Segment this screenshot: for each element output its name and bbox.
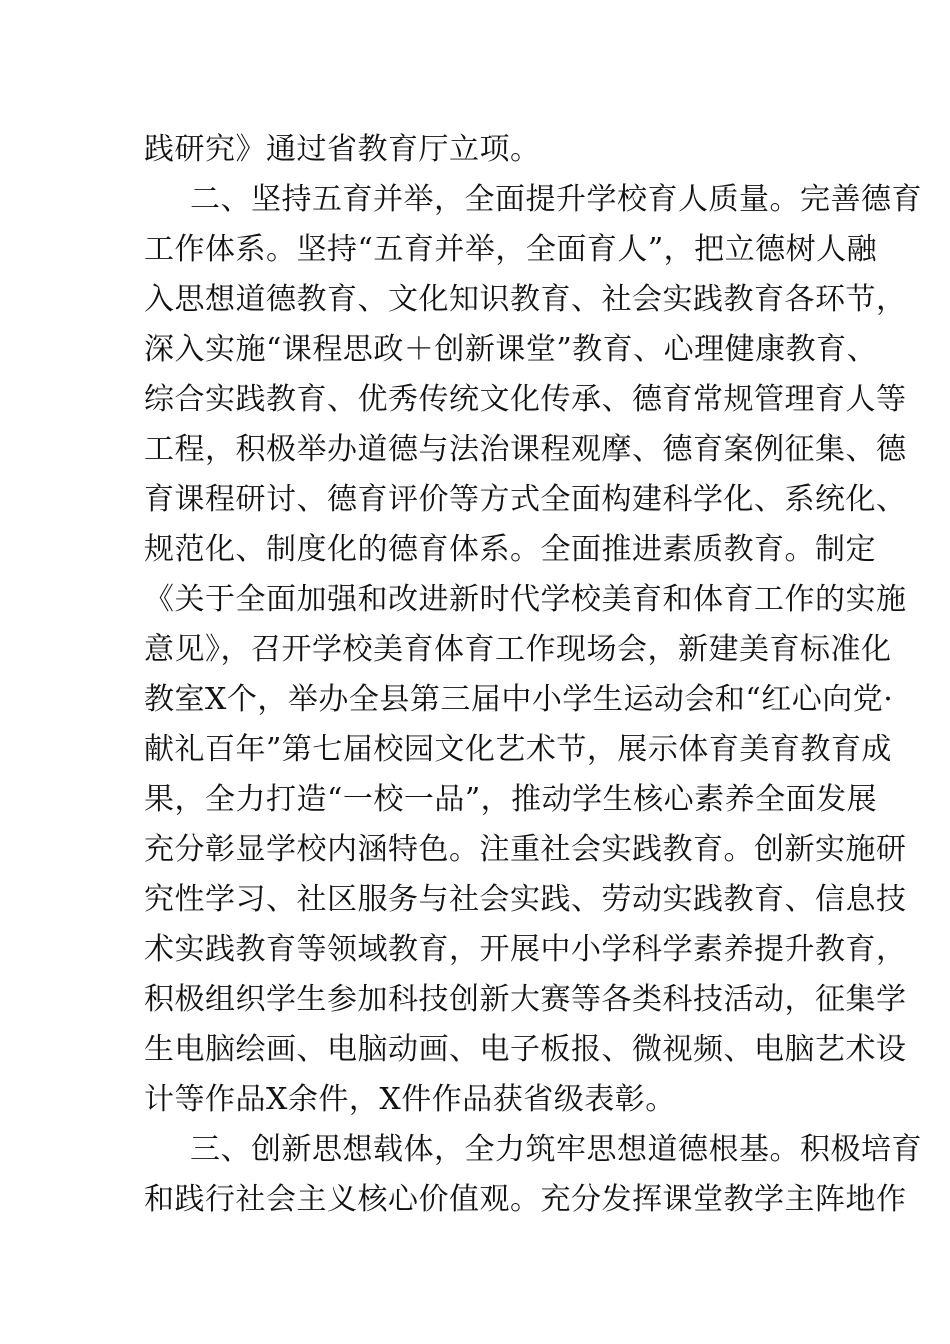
text-line: 入思想道德教育、文化知识教育、社会实践教育各环节， (144, 282, 907, 317)
text-line: 综合实践教育、优秀传统文化传承、德育常规管理育人等 (144, 382, 907, 417)
text-line: 果，全力打造“一校一品”，推动学生核心素养全面发展 (144, 782, 878, 817)
text-line: 意见》，召开学校美育体育工作现场会，新建美育标准化 (144, 632, 892, 667)
section-heading-line: 二、坚持五育并举，全面提升学校育人质量。完善德育 (190, 182, 922, 217)
text-line: 和践行社会主义核心价值观。充分发挥课堂教学主阵地作 (144, 1182, 907, 1217)
text-line: 术实践教育等领域教育，开展中小学科学素养提升教育， (144, 932, 907, 967)
text-line: 究性学习、社区服务与社会实践、劳动实践教育、信息技 (144, 882, 907, 917)
text-line: 充分彰显学校内涵特色。注重社会实践教育。创新实施研 (144, 832, 907, 867)
text-line: 育课程研讨、德育评价等方式全面构建科学化、系统化、 (144, 482, 907, 517)
text-line: 教室X个，举办全县第三届中小学生运动会和“红心向党· (144, 682, 894, 717)
text-line: 工程，积极举办道德与法治课程观摩、德育案例征集、德 (144, 432, 907, 467)
text-line: 生电脑绘画、电脑动画、电子板报、微视频、电脑艺术设 (144, 1032, 907, 1067)
text-line: 工作体系。坚持“五育并举，全面育人”，把立德树人融 (144, 232, 878, 267)
text-line: 规范化、制度化的德育体系。全面推进素质教育。制定 (144, 532, 876, 567)
text-line: 深入实施“课程思政＋创新课堂”教育、心理健康教育、 (144, 332, 878, 367)
text-line: 计等作品X余件，X件作品获省级表彰。 (144, 1082, 676, 1117)
text-line: 践研究》通过省教育厅立项。 (144, 132, 541, 167)
text-line: 《关于全面加强和改进新时代学校美育和体育工作的实施 (144, 582, 907, 617)
section-heading-line: 三、创新思想载体，全力筑牢思想道德根基。积极培育 (190, 1132, 922, 1167)
text-line: 积极组织学生参加科技创新大赛等各类科技活动，征集学 (144, 982, 907, 1017)
text-line: 献礼百年”第七届校园文化艺术节，展示体育美育教育成 (144, 732, 892, 767)
